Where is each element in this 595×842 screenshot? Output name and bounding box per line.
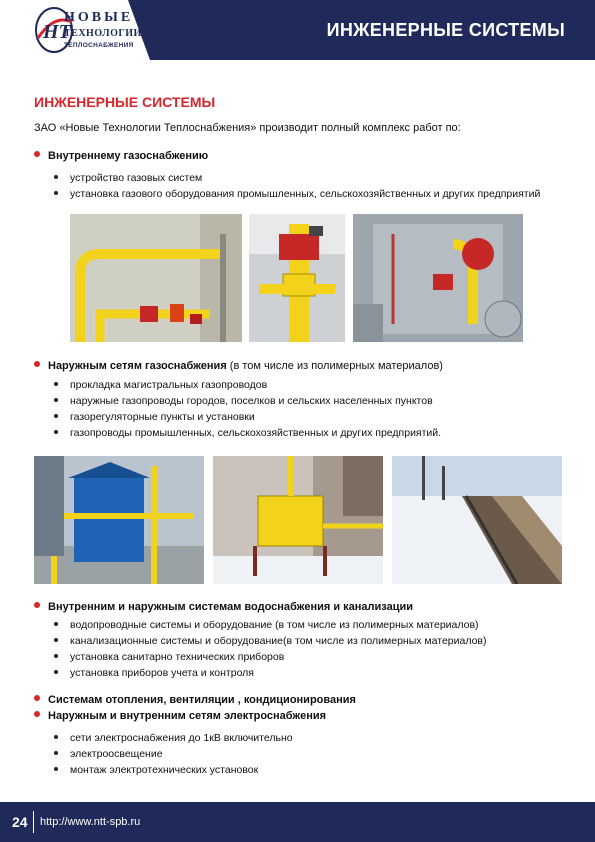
bullet-icon — [54, 767, 58, 771]
list-item — [54, 170, 540, 186]
main-item-title: Системам отопления, вентиляции , кондиционирования — [48, 694, 356, 706]
bullet-icon — [54, 670, 58, 674]
logo-line-2: ТЕХНОЛОГИИ — [64, 28, 142, 39]
red-bullet-icon — [34, 602, 40, 608]
list-item — [54, 762, 293, 778]
main-item-gas-internal — [34, 150, 208, 162]
list-item-text: устройство газовых систем — [70, 172, 203, 184]
gas-external-list — [54, 377, 441, 441]
main-item-electric — [34, 710, 326, 722]
bullet-icon — [54, 751, 58, 755]
page-number: 24 — [12, 814, 28, 830]
bullet-icon — [54, 191, 58, 195]
red-bullet-icon — [34, 151, 40, 157]
intro-text: ЗАО «Новые Технологии Теплоснабжения» производит полный комплекс работ по: — [34, 122, 461, 134]
bullet-icon — [54, 430, 58, 434]
bullet-icon — [54, 398, 58, 402]
list-item-text: установка приборов учета и контроля — [70, 667, 254, 679]
logo-line-3: ТЕПЛОСНАБЖЕНИЯ — [64, 42, 134, 49]
list-item — [54, 186, 540, 202]
bullet-icon — [54, 382, 58, 386]
list-item — [54, 746, 293, 762]
logo-initials: НТ — [43, 21, 71, 43]
logo-line-1: НОВЫЕ — [64, 10, 134, 25]
main-item-title: Наружным и внутренним сетям электроснабжения — [48, 710, 327, 722]
list-item-text: газорегуляторные пункты и установки — [70, 411, 255, 423]
photo-gas-pipes-wall — [70, 214, 242, 342]
list-item-text: монтаж электротехнических установок — [70, 764, 259, 776]
gas-internal-list — [54, 170, 540, 202]
list-item-text: установка санитарно технических приборов — [70, 651, 285, 663]
list-item — [54, 425, 441, 441]
main-item-heating — [34, 694, 356, 706]
photo-yellow-gas-cabinet — [213, 456, 383, 584]
list-item — [54, 730, 293, 746]
main-item-title: Внутренним и наружным системам водоснабжения и канализации — [48, 601, 414, 613]
main-item-title: Наружным сетям газоснабжения — [48, 360, 227, 372]
list-item — [54, 649, 487, 665]
section-title: ИНЖЕНЕРНЫЕ СИСТЕМЫ — [34, 94, 216, 110]
list-item-text: сети электроснабжения до 1кВ включительно — [70, 732, 293, 744]
list-item — [54, 409, 441, 425]
list-item-text: водопроводные системы и оборудование (в том числе из полимерных материалов) — [70, 619, 479, 631]
water-list — [54, 617, 487, 681]
photo-gas-regulator-cabinet — [353, 214, 523, 342]
page-footer — [0, 802, 595, 842]
photo-blue-gas-unit — [34, 456, 204, 584]
page-header — [0, 0, 595, 60]
header-title: ИНЖЕНЕРНЫЕ СИСТЕМЫ — [326, 20, 565, 40]
footer-divider — [33, 811, 34, 833]
list-item-text: газопроводы промышленных, сельскохозяйственных и других предприятий. — [70, 427, 442, 439]
red-bullet-icon — [34, 361, 40, 367]
photo-pipeline-trench — [392, 456, 562, 584]
bullet-icon — [54, 175, 58, 179]
website-link[interactable]: http://www.ntt-spb.ru — [40, 816, 141, 828]
list-item — [54, 633, 487, 649]
main-item-title: Внутреннему газоснабжению — [48, 150, 209, 162]
list-item — [54, 377, 441, 393]
red-bullet-icon — [34, 695, 40, 701]
photo-gas-valve — [249, 214, 345, 342]
main-item-water — [34, 601, 413, 613]
red-bullet-icon — [34, 711, 40, 717]
bullet-icon — [54, 638, 58, 642]
list-item-text: наружные газопроводы городов, поселков и сельских населенных пунктов — [70, 395, 433, 407]
list-item-text: прокладка магистральных газопроводов — [70, 379, 268, 391]
bullet-icon — [54, 414, 58, 418]
list-item-text: установка газового оборудования промышленных, сельскохозяйственных и других предприятий — [70, 188, 541, 200]
electric-list — [54, 730, 293, 778]
main-item-note: (в том числе из полимерных материалов) — [226, 360, 443, 372]
list-item — [54, 617, 487, 633]
bullet-icon — [54, 622, 58, 626]
bullet-icon — [54, 654, 58, 658]
list-item-text: канализационные системы и оборудование(в том числе из полимерных материалов) — [70, 635, 487, 647]
list-item-text: электроосвещение — [70, 748, 163, 760]
list-item — [54, 393, 441, 409]
main-item-gas-external — [34, 360, 443, 372]
list-item — [54, 665, 487, 681]
bullet-icon — [54, 735, 58, 739]
